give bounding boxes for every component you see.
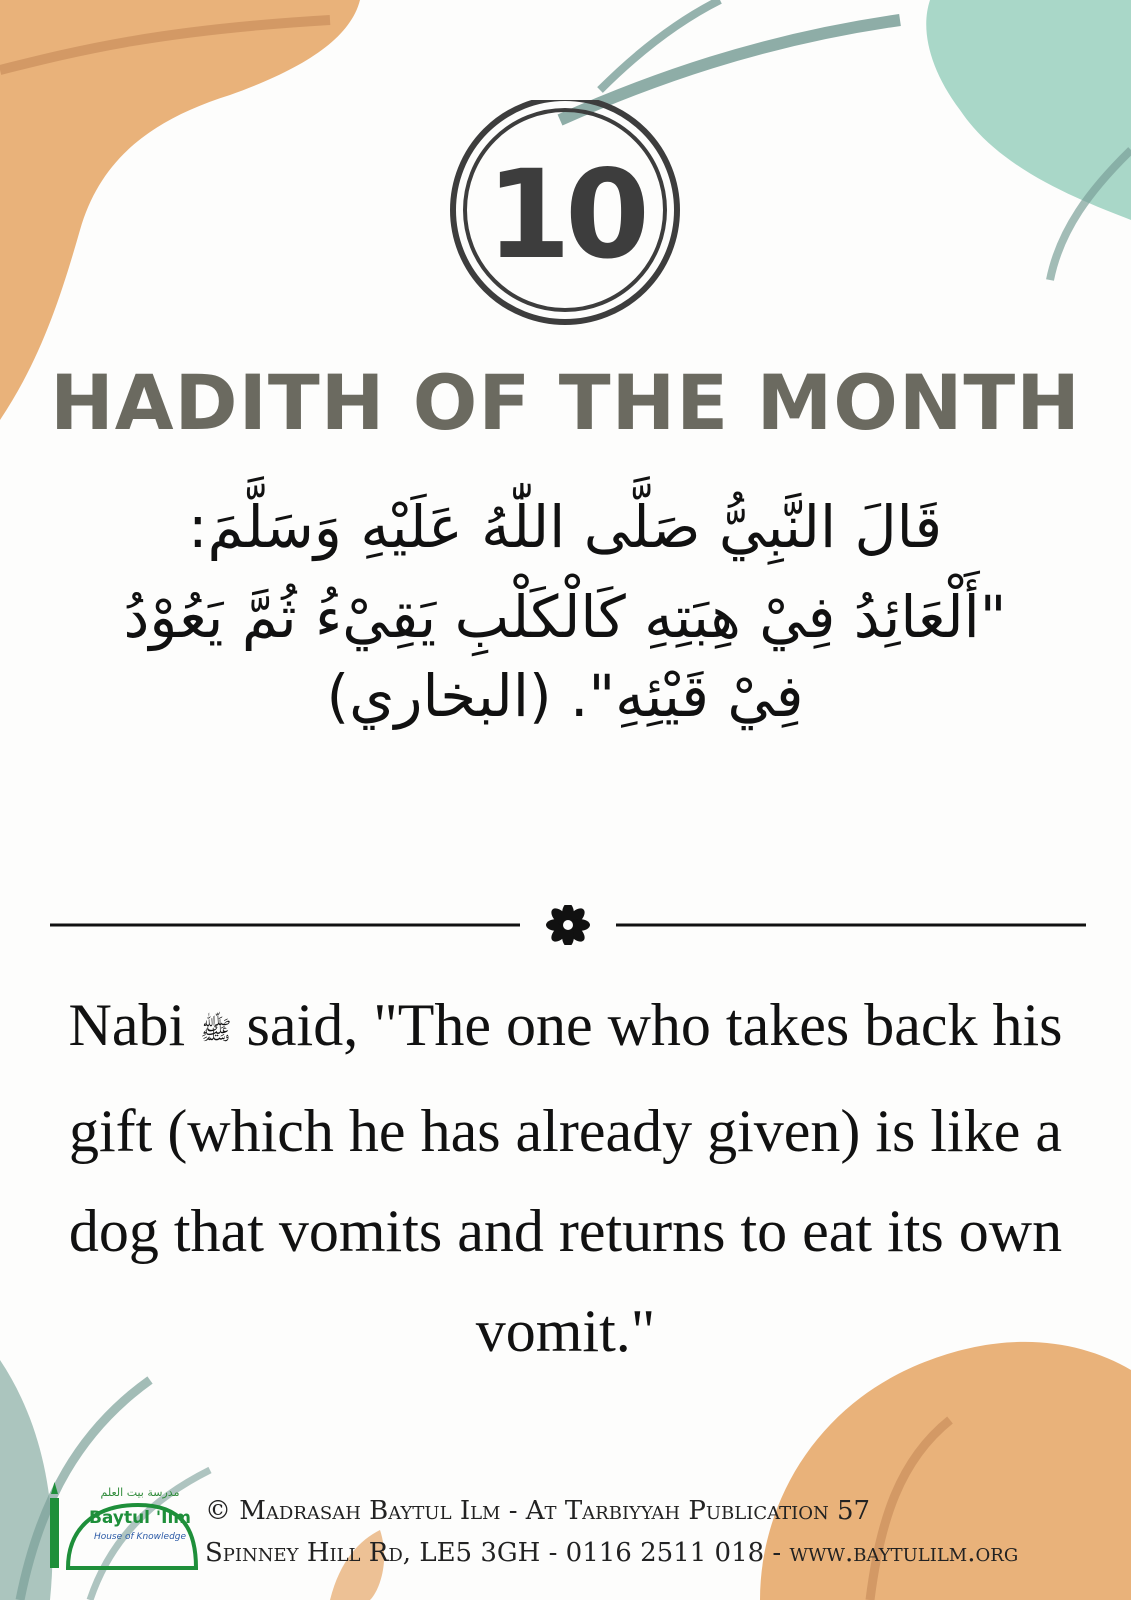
issue-number: 10 — [486, 144, 644, 286]
minaret-icon — [50, 1498, 59, 1568]
arabic-hadith-text: "أَلْعَائِدُ فِيْ هِبَتِهِ كَالْكَلْبِ يَقِيْءُ ثُمَّ يَعُوْدُ فِيْ قَيْئِهِ". (البخاري) — [123, 583, 1007, 730]
translation-text: said, "The one who takes back his gift (which he has already given) is like a dog that vomits and returns to eat its own vomit." — [68, 992, 1063, 1365]
logo-arabic-text: مدرسة بيت العلم — [100, 1486, 180, 1499]
flower-icon — [546, 905, 590, 945]
translation-nabi: Nabi — [68, 992, 186, 1058]
salutation-glyph: ﷺ — [200, 1016, 232, 1047]
flower-divider — [50, 905, 1086, 945]
logo-name: Baytul 'Ilm — [88, 1508, 192, 1528]
english-translation — [60, 975, 1071, 1381]
issue-number-badge — [440, 100, 690, 350]
arabic-intro-line: قَالَ النَّبِيُّ صَلَّى اللّٰهُ عَلَيْهِ وَسَلَّمَ: — [187, 493, 943, 561]
logo-tagline: House of Knowledge — [93, 1532, 187, 1542]
footer — [205, 1490, 1105, 1574]
orange-blob-top-left — [0, 0, 360, 420]
arabic-hadith — [80, 488, 1050, 735]
footer-contact: Spinney Hill Rd, LE5 3GH - 0116 2511 018 - www.baytulilm.org — [205, 1538, 1019, 1568]
page-title: HADITH OF THE MONTH — [50, 358, 1081, 447]
footer-copyright: © Madrasah Baytul Ilm - At Tarbiyyah Publication 57 — [205, 1496, 871, 1526]
